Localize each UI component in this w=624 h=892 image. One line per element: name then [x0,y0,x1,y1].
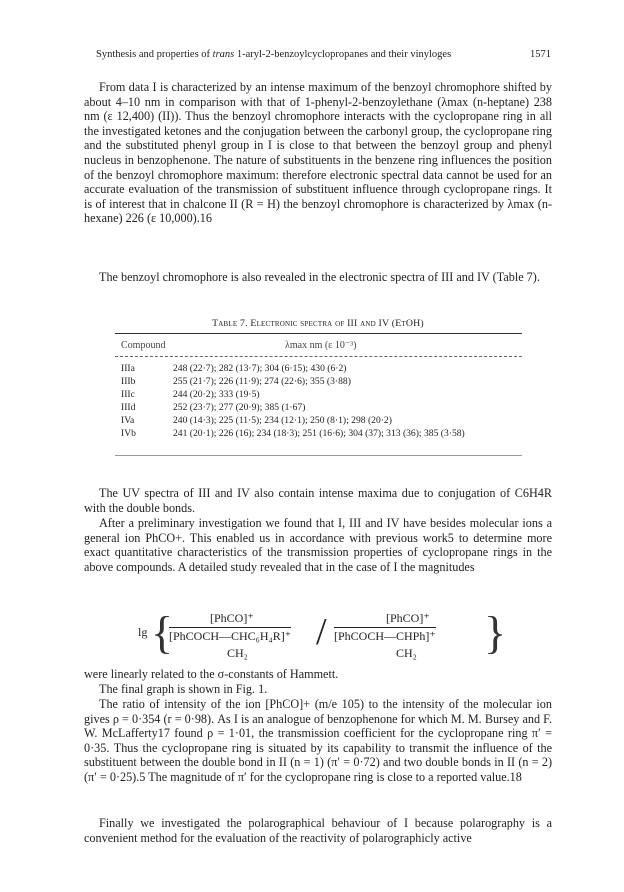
cell-lambda-values: 240 (14·3); 225 (11·5); 234 (12·1); 250 (8·1); 298 (20·2) [173,415,392,427]
paragraph-hammett: were linearly related to the σ-constants of Hammett. [84,667,339,681]
formula-ch2-2: CH₂ [396,646,417,660]
table-row [121,363,465,376]
formula-log: lg [138,625,148,639]
cell-lambda-values: 241 (20·1); 226 (16); 234 (18·3); 251 (16·6); 304 (37); 313 (36); 385 (3·58) [173,428,465,440]
cell-compound: IIIa [121,363,135,374]
table-header-lambda: λmax nm (ε 10⁻³) [285,340,357,351]
table-row [121,402,465,415]
paragraph-transmission-coefficient: The ratio of intensity of the ion [PhCO]+ (m/e 105) to the intensity of the molecular ion gives ρ = 0·354 (r = 0·98). As I is an analogue of benzophenone for which M. M. Bursey and F. W. McLafferty17 found ρ = 1·01, the transmission coefficient for the cyclopropane ring π′ = 0·35. Thus the cyclopropane ring is situated by its capability to transmit the influence of the substituent between the double bond in II (n = 1) (π′ = 0·72) and two double bonds in II (n = 2) (π′ = 0·25).5 The magnitude of π′ for the cyclopropane ring is close to a reported value.18 [84,697,552,784]
cell-lambda-values: 255 (21·7); 226 (11·9); 274 (22·6); 355 (3·88) [173,376,351,388]
paragraph-uv-spectra: The UV spectra of III and IV also contain intense maxima due to conjugation of C6H4R with the double bonds. [84,486,552,515]
table-row [121,376,465,389]
cell-lambda-values: 244 (20·2); 333 (19·5) [173,389,260,401]
table-row [121,415,465,428]
cell-compound: IIIc [121,389,135,401]
table-caption: Table 7. Electronic spectra of III and IV (EtOH) [212,318,424,329]
cell-compound: IIId [121,402,136,414]
cell-lambda-values: 252 (23·7); 277 (20·9); 385 (1·67) [173,402,306,414]
table-top-rule [115,333,522,334]
cell-compound: IVb [121,428,136,440]
table-row [121,428,465,441]
running-header [96,49,551,63]
table-row [121,389,465,402]
formula-denominator-2: [PhCOCH—CHPh]⁺ [334,629,436,643]
formula-numerator-1: [PhCO]⁺ [210,611,254,625]
running-title: Synthesis and properties of trans 1-aryl-2-benzoylcyclopropanes and their vinyloges [96,49,452,60]
formula-right-brace: } [484,607,507,658]
formula-ch2-1: CH₂ [227,646,248,660]
formula-slash: / [316,611,327,653]
paragraph-polarography: Finally we investigated the polarographical behaviour of I because polarography is a convenient method for the evaluation of the reactivity of polarographicly active [84,816,552,845]
formula-left-brace: { [151,607,174,658]
formula-numerator-2: [PhCO]⁺ [386,611,430,625]
table-header-rule [115,356,522,357]
intensity-ratio-formula [138,607,507,665]
paragraph-benzoyl-chromophore: From data I is characterized by an intense maximum of the benzoyl chromophore shifted by about 4–10 nm in comparison with that of 1-phenyl-2-benzoylethane (λmax (n-heptane) 238 nm (ε 12,400) (II)). Thus the benzoyl chromophore interacts with the cyclopropane ring in all the investigated ketones and the conjugation between the carbonyl group, the cyclopropane ring and the substituted phenyl group in I is close to that between the benzoyl group and phenyl nucleus in benzophenone. The nature of substituents in the benzene ring influences the position of the benzoyl chromophore maximum: therefore electronic spectral data cannot be used for an accurate evaluation of the transmission of substituent influence through cyclopropane rings. It is of interest that in chalcone II (R = H) the benzoyl chromophore is characterized by λmax (n-hexane) 226 (ε 10,000).16 [84,80,552,226]
paragraph-mass-spectra: After a preliminary investigation we found that I, III and IV have besides molecular ions a general ion PhCO+. This enabled us in accordance with previous work5 to determine more exact quantitative characteristics of the transmission properties of cyclopropane rings in the above compounds. A detailed study revealed that in the case of I the magnitudes [84,516,552,574]
spectra-table [121,363,465,442]
spectra-table-body [121,363,465,442]
table-header-compound: Compound [121,340,166,351]
cell-lambda-values: 248 (22·7); 282 (13·7); 304 (6·15); 430 (6·2) [173,363,347,374]
cell-compound: IIIb [121,376,136,388]
paragraph-table-reference: The benzoyl chromophore is also revealed in the electronic spectra of III and IV (Table 7). [99,270,540,284]
cell-compound: IVa [121,415,135,427]
paragraph-final-graph: The final graph is shown in Fig. 1. [99,682,268,696]
table-bottom-rule [115,455,522,456]
page-number: 1571 [530,49,551,60]
formula-denominator-1: [PhCOCH—CHC₆H₄R]⁺ [169,629,292,643]
